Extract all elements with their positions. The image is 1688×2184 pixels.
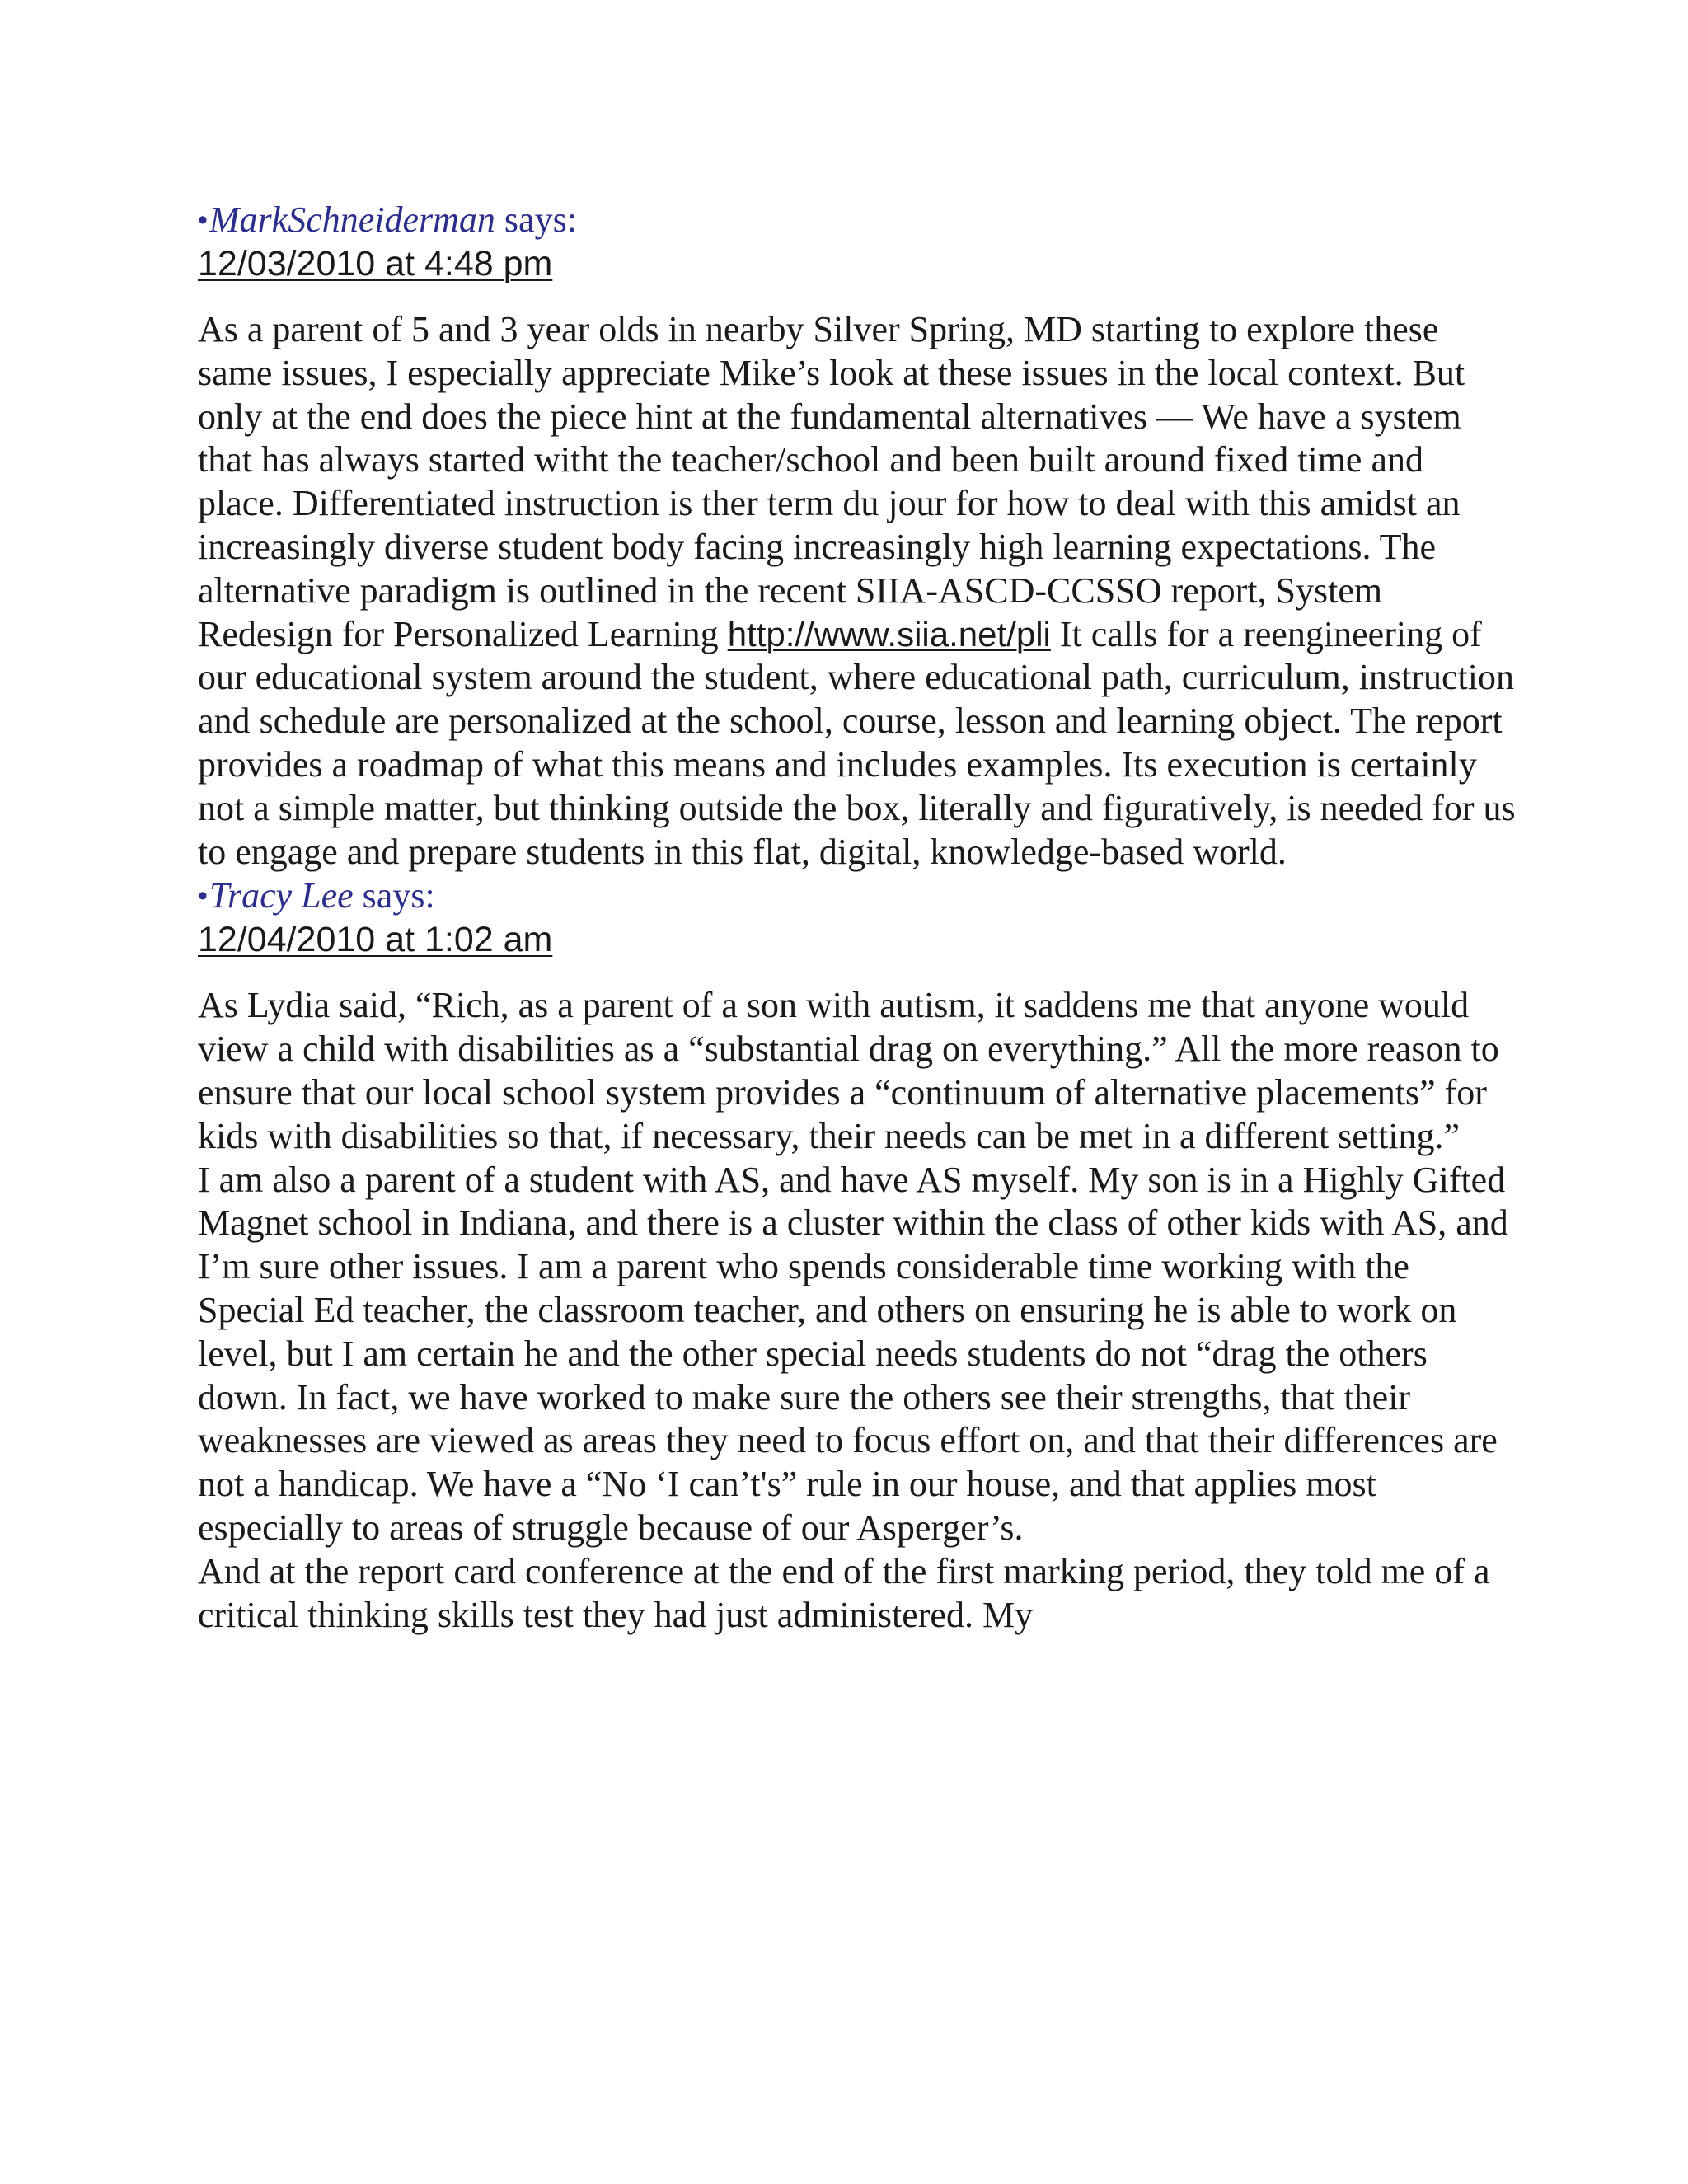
comment-author-link[interactable]: Tracy Lee <box>209 875 354 916</box>
comment-timestamp-link[interactable]: 12/03/2010 at 4:48 pm <box>198 244 553 284</box>
comment-mark-schneiderman <box>198 198 1517 874</box>
says-label: says: <box>362 875 435 916</box>
comment-header <box>198 198 1517 242</box>
comment-header <box>198 874 1517 918</box>
says-label: says: <box>504 199 577 240</box>
bullet-icon: • <box>198 880 208 912</box>
comment-paragraph: As Lydia said, “Rich, as a parent of a son with autism, it saddens me that anyone would view a child with disabilities as a “substantial drag on everything.” All the more reason to ensure that our local school system provides a “continuum of alternative placements” for kids with disabilities so that, if necessary, their needs can be met in a different setting.” <box>198 985 1499 1156</box>
comment-thread <box>198 198 1517 1637</box>
comment-text: It calls for a reengineering of our educational system around the student, where educational path, curriculum, instruction and schedule are personalized at the school, course, lesson and learning object. The report provides a roadmap of what this means and includes examples. Its execution is certainly not a simple matter, but thinking outside the box, literally and figuratively, is needed for us to engage and prepare students in this flat, digital, knowledge-based world. <box>198 613 1516 872</box>
comment-author-link[interactable]: MarkSchneiderman <box>209 199 495 240</box>
comment-paragraph: I am also a parent of a student with AS, and have AS myself. My son is in a Highly Gifted Magnet school in Indiana, and there is a cluster within the class of other kids with AS, and I’m sure other issues. I am a parent who spends considerable time working with the Special Ed teacher, the classroom teacher, and others on ensuring he is able to work on level, but I am certain he and the other special needs students do not “drag the others down. In fact, we have worked to make sure the others see their strengths, that their weaknesses are viewed as areas they need to focus effort on, and that their differences are not a handicap. We have a “No ‘I can’t's” rule in our house, and that applies most especially to areas of struggle because of our Asperger’s. <box>198 1159 1508 1548</box>
comment-timestamp-link[interactable]: 12/04/2010 at 1:02 am <box>198 920 553 960</box>
comment-paragraph: And at the report card conference at the end of the first marking period, they told me of a critical thinking skills test they had just administered. My <box>198 1550 1490 1635</box>
comment-tracy-lee <box>198 874 1517 1637</box>
comment-body <box>198 308 1517 874</box>
report-link[interactable]: http://www.siia.net/pli <box>727 614 1051 654</box>
bullet-icon: • <box>198 204 208 236</box>
comment-text: As a parent of 5 and 3 year olds in nearby Silver Spring, MD starting to explore these same issues, I especially appreciate Mike’s look at these issues in the local context. But only at the end does the piece hint at the fundamental alternatives — We have a system that has always started witht the teacher/school and been built around fixed time and place. Differentiated instruction is ther term du jour for how to deal with this amidst an increasingly diverse student body facing increasingly high learning expectations. The alternative paradigm is outlined in the recent SIIA-ASCD-CCSSO report, System Redesign for Personalized Learning <box>198 309 1465 654</box>
